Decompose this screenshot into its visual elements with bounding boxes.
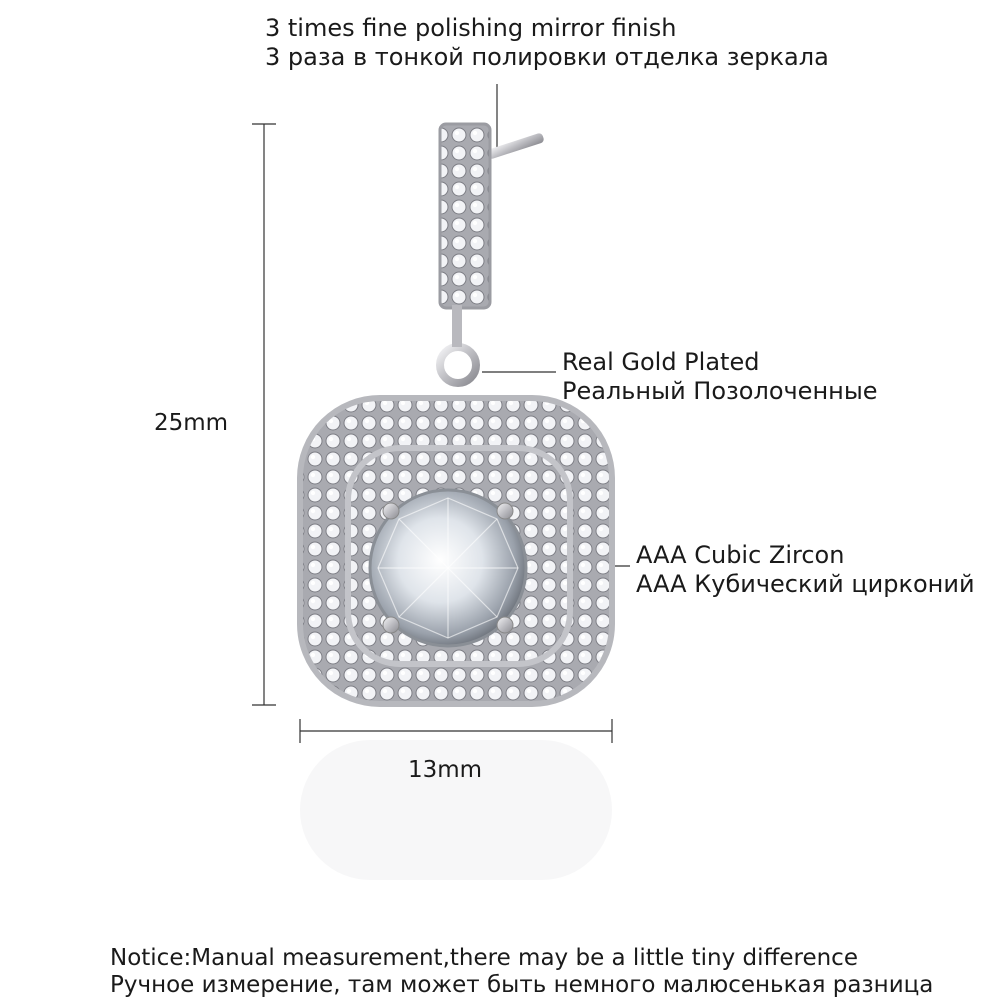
notice [110, 945, 933, 999]
finish-callout-ru: 3 раза в тонкой полировки отделка зеркала [265, 43, 829, 71]
finish-callout [265, 14, 829, 72]
notice-en: Notice:Manual measurement,there may be a little tiny difference [110, 945, 858, 971]
plating-callout-ru: Реальный Позолоченные [562, 377, 878, 405]
height-label: 25mm [154, 410, 229, 436]
stone-callout-ru: AAA Кубический цирконий [636, 570, 975, 598]
stone-callout-en: AAA Cubic Zircon [636, 541, 845, 569]
width-label: 13mm [408, 757, 483, 783]
stone-callout [636, 541, 975, 599]
notice-ru: Ручное измерение, там может быть немного малюсенькая разница [110, 972, 934, 998]
earring-bail [440, 347, 476, 383]
plating-callout-en: Real Gold Plated [562, 348, 760, 376]
plating-callout [562, 348, 878, 406]
center-cubic-zircon [370, 490, 526, 646]
finish-callout-en: 3 times fine polishing mirror finish [265, 14, 677, 42]
width-dimension-line [300, 719, 612, 743]
height-dimension-line [252, 124, 276, 705]
earring-post [486, 132, 544, 159]
earring-bar [440, 124, 490, 308]
